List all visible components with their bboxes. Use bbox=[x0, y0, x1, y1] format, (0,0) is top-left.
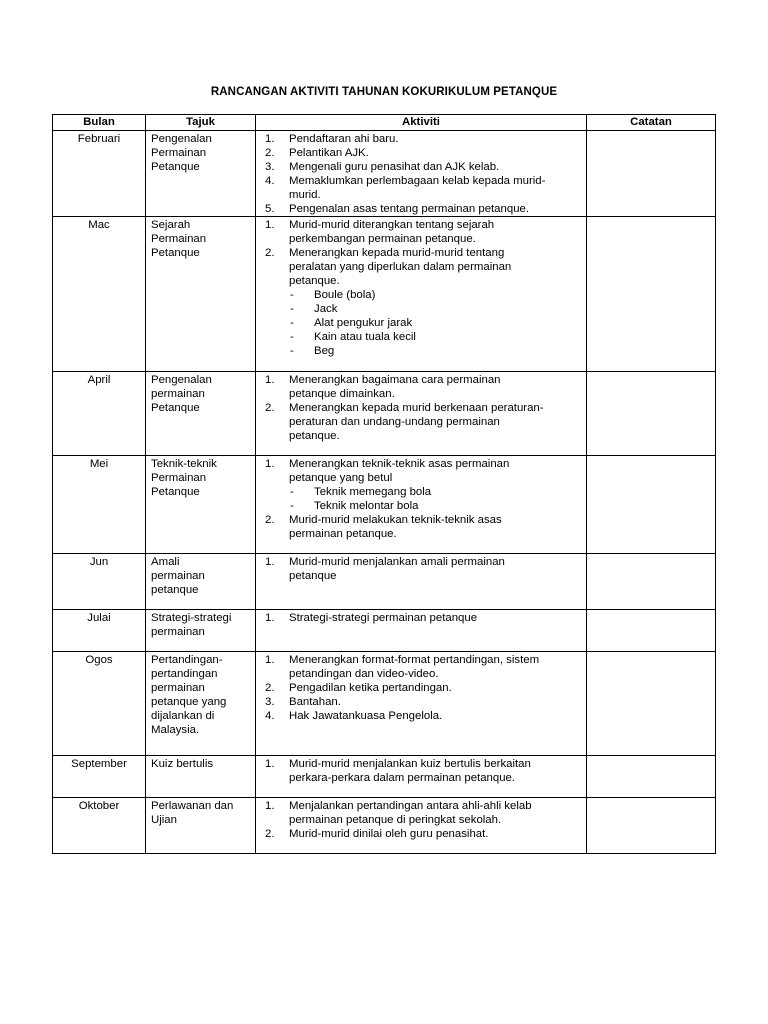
item-text-line: Pelantikan AJK. bbox=[289, 147, 369, 159]
item-number: 2. bbox=[265, 402, 275, 414]
item-text-line: permainan petanque di peringkat sekolah. bbox=[289, 814, 502, 826]
header-aktiviti: Aktiviti bbox=[256, 115, 587, 131]
bulan-cell: Jun bbox=[53, 554, 146, 610]
dash-bullet: - bbox=[290, 303, 294, 315]
catatan-cell bbox=[587, 217, 716, 372]
item-text-line: Menerangkan teknik-teknik asas permainan bbox=[289, 458, 510, 470]
tajuk-line: permainan bbox=[151, 388, 205, 400]
tajuk-line: petanque yang bbox=[151, 696, 227, 708]
item-number: 2. bbox=[265, 682, 275, 694]
tajuk-line: Amali bbox=[151, 556, 180, 568]
catatan-cell bbox=[587, 756, 716, 798]
aktiviti-item bbox=[261, 218, 582, 246]
table-header-row bbox=[53, 115, 716, 131]
tajuk-cell bbox=[146, 131, 256, 217]
sub-item-text: Boule (bola) bbox=[314, 289, 376, 301]
catatan-cell bbox=[587, 798, 716, 854]
catatan-cell bbox=[587, 554, 716, 610]
item-text-line: petanque bbox=[289, 570, 337, 582]
table-row bbox=[53, 756, 716, 798]
table-row bbox=[53, 372, 716, 456]
aktiviti-item bbox=[261, 799, 582, 827]
aktiviti-item bbox=[261, 160, 582, 174]
item-text-line: Murid-murid melakukan teknik-teknik asas bbox=[289, 514, 502, 526]
tajuk-line: Pengenalan bbox=[151, 374, 212, 386]
item-text-line: Strategi-strategi permainan petanque bbox=[289, 612, 478, 624]
aktiviti-cell bbox=[256, 554, 587, 610]
catatan-cell bbox=[587, 652, 716, 756]
tajuk-cell bbox=[146, 372, 256, 456]
tajuk-line: Ujian bbox=[151, 814, 177, 826]
tajuk-line: Permainan bbox=[151, 147, 207, 159]
aktiviti-cell bbox=[256, 652, 587, 756]
aktiviti-cell bbox=[256, 798, 587, 854]
activity-plan-table bbox=[52, 114, 716, 854]
sub-item-text: Jack bbox=[314, 303, 338, 315]
tajuk-line: Petanque bbox=[151, 486, 200, 498]
aktiviti-item bbox=[261, 373, 582, 401]
tajuk-line: Malaysia. bbox=[151, 724, 200, 736]
table-row bbox=[53, 217, 716, 372]
dash-bullet: - bbox=[290, 500, 294, 512]
dash-bullet: - bbox=[290, 345, 294, 357]
aktiviti-cell bbox=[256, 372, 587, 456]
bulan-cell: September bbox=[53, 756, 146, 798]
bulan-cell: Februari bbox=[53, 131, 146, 217]
aktiviti-item bbox=[261, 653, 582, 681]
table-row bbox=[53, 798, 716, 854]
table-row bbox=[53, 610, 716, 652]
tajuk-line: Kuiz bertulis bbox=[151, 758, 214, 770]
aktiviti-item bbox=[261, 401, 582, 443]
aktiviti-item bbox=[261, 695, 582, 709]
item-text-line: murid. bbox=[289, 189, 321, 201]
aktiviti-cell bbox=[256, 456, 587, 554]
catatan-cell bbox=[587, 610, 716, 652]
sub-item bbox=[261, 499, 582, 513]
tajuk-cell bbox=[146, 554, 256, 610]
document-title: RANCANGAN AKTIVITI TAHUNAN KOKURIKULUM PETANQUE bbox=[210, 86, 558, 98]
tajuk-cell bbox=[146, 652, 256, 756]
tajuk-line: Sejarah bbox=[151, 219, 191, 231]
dash-bullet: - bbox=[290, 289, 294, 301]
item-text-line: Menjalankan pertandingan antara ahli-ahli kelab bbox=[289, 800, 532, 812]
item-number: 1. bbox=[265, 374, 275, 386]
dash-bullet: - bbox=[290, 486, 294, 498]
item-number: 2. bbox=[265, 514, 275, 526]
table-row bbox=[53, 131, 716, 217]
item-number: 1. bbox=[265, 458, 275, 470]
item-number: 2. bbox=[265, 147, 275, 159]
catatan-cell bbox=[587, 131, 716, 217]
tajuk-line: pertandingan bbox=[151, 668, 218, 680]
aktiviti-cell bbox=[256, 131, 587, 217]
bulan-cell: Mac bbox=[53, 217, 146, 372]
item-number: 1. bbox=[265, 612, 275, 624]
item-number: 1. bbox=[265, 800, 275, 812]
tajuk-line: Teknik-teknik bbox=[151, 458, 217, 470]
tajuk-line: Petanque bbox=[151, 247, 200, 259]
aktiviti-item bbox=[261, 555, 582, 583]
sub-item bbox=[261, 302, 582, 316]
bulan-cell: Oktober bbox=[53, 798, 146, 854]
aktiviti-item bbox=[261, 146, 582, 160]
item-text-line: Memaklumkan perlembagaan kelab kepada murid- bbox=[289, 175, 546, 187]
item-text-line: petanque. bbox=[289, 430, 340, 442]
tajuk-line: permainan bbox=[151, 570, 205, 582]
item-text-line: Menerangkan bagaimana cara permainan bbox=[289, 374, 501, 386]
aktiviti-item bbox=[261, 611, 582, 625]
item-text-line: Murid-murid dinilai oleh guru penasihat. bbox=[289, 828, 489, 840]
aktiviti-item bbox=[261, 681, 582, 695]
item-text-line: Menerangkan format-format pertandingan, sistem bbox=[289, 654, 540, 666]
sub-item-text: Beg bbox=[314, 345, 335, 357]
item-text-line: petanque. bbox=[289, 275, 340, 287]
item-text-line: Menerangkan kepada murid-murid tentang bbox=[289, 247, 505, 259]
item-text-line: peraturan dan undang-undang permainan bbox=[289, 416, 500, 428]
header-bulan: Bulan bbox=[53, 115, 146, 131]
aktiviti-item bbox=[261, 827, 582, 841]
item-number: 2. bbox=[265, 828, 275, 840]
item-text-line: Murid-murid diterangkan tentang sejarah bbox=[289, 219, 495, 231]
aktiviti-item bbox=[261, 246, 582, 288]
aktiviti-item bbox=[261, 457, 582, 485]
tajuk-line: Perlawanan dan bbox=[151, 800, 234, 812]
item-text-line: permainan petanque. bbox=[289, 528, 397, 540]
item-text-line: Mengenali guru penasihat dan AJK kelab. bbox=[289, 161, 500, 173]
item-text-line: Pendaftaran ahi baru. bbox=[289, 133, 399, 145]
item-text-line: Hak Jawatankuasa Pengelola. bbox=[289, 710, 443, 722]
bulan-cell: Ogos bbox=[53, 652, 146, 756]
sub-item bbox=[261, 344, 582, 358]
aktiviti-item bbox=[261, 174, 582, 202]
item-text-line: petanque dimainkan. bbox=[289, 388, 395, 400]
item-number: 3. bbox=[265, 696, 275, 708]
sub-item-text: Alat pengukur jarak bbox=[314, 317, 413, 329]
bulan-cell: April bbox=[53, 372, 146, 456]
sub-item bbox=[261, 288, 582, 302]
item-number: 1. bbox=[265, 219, 275, 231]
item-number: 4. bbox=[265, 710, 275, 722]
table-row bbox=[53, 554, 716, 610]
aktiviti-cell bbox=[256, 756, 587, 798]
tajuk-line: petanque bbox=[151, 584, 199, 596]
item-text-line: Menerangkan kepada murid berkenaan peraturan- bbox=[289, 402, 544, 414]
sub-item-text: Kain atau tuala kecil bbox=[314, 331, 416, 343]
sub-item bbox=[261, 316, 582, 330]
item-number: 1. bbox=[265, 556, 275, 568]
item-text-line: Bantahan. bbox=[289, 696, 341, 708]
table-row bbox=[53, 652, 716, 756]
item-text-line: Murid-murid menjalankan kuiz bertulis berkaitan bbox=[289, 758, 531, 770]
tajuk-line: dijalankan di bbox=[151, 710, 215, 722]
catatan-cell bbox=[587, 372, 716, 456]
header-catatan: Catatan bbox=[587, 115, 716, 131]
item-number: 1. bbox=[265, 654, 275, 666]
item-number: 1. bbox=[265, 758, 275, 770]
tajuk-cell bbox=[146, 756, 256, 798]
tajuk-line: Strategi-strategi bbox=[151, 612, 232, 624]
item-number: 5. bbox=[265, 203, 275, 215]
aktiviti-cell bbox=[256, 610, 587, 652]
tajuk-line: permainan bbox=[151, 626, 205, 638]
bulan-cell: Julai bbox=[53, 610, 146, 652]
header-tajuk: Tajuk bbox=[146, 115, 256, 131]
aktiviti-item bbox=[261, 757, 582, 785]
sub-item bbox=[261, 330, 582, 344]
item-number: 3. bbox=[265, 161, 275, 173]
catatan-cell bbox=[587, 456, 716, 554]
tajuk-line: Permainan bbox=[151, 472, 207, 484]
item-number: 4. bbox=[265, 175, 275, 187]
item-text-line: Pengadilan ketika pertandingan. bbox=[289, 682, 452, 694]
item-text-line: petanque yang betul bbox=[289, 472, 393, 484]
tajuk-line: Petanque bbox=[151, 402, 200, 414]
dash-bullet: - bbox=[290, 331, 294, 343]
item-text-line: petandingan dan video-video. bbox=[289, 668, 439, 680]
tajuk-line: Pengenalan bbox=[151, 133, 212, 145]
item-text-line: perkembangan permainan petanque. bbox=[289, 233, 476, 245]
dash-bullet: - bbox=[290, 317, 294, 329]
aktiviti-item bbox=[261, 202, 582, 216]
bulan-cell: Mei bbox=[53, 456, 146, 554]
aktiviti-item bbox=[261, 709, 582, 723]
item-number: 2. bbox=[265, 247, 275, 259]
tajuk-line: Permainan bbox=[151, 233, 207, 245]
tajuk-line: Pertandingan- bbox=[151, 654, 223, 666]
tajuk-line: permainan bbox=[151, 682, 205, 694]
tajuk-cell bbox=[146, 798, 256, 854]
item-text-line: Murid-murid menjalankan amali permainan bbox=[289, 556, 505, 568]
item-text-line: Pengenalan asas tentang permainan petanque. bbox=[289, 203, 530, 215]
tajuk-cell bbox=[146, 610, 256, 652]
tajuk-cell bbox=[146, 456, 256, 554]
sub-item-text: Teknik melontar bola bbox=[314, 500, 419, 512]
item-text-line: perkara-perkara dalam permainan petanque. bbox=[289, 772, 516, 784]
item-number: 1. bbox=[265, 133, 275, 145]
sub-item bbox=[261, 485, 582, 499]
aktiviti-item bbox=[261, 513, 582, 541]
tajuk-cell bbox=[146, 217, 256, 372]
item-text-line: peralatan yang diperlukan dalam permainan bbox=[289, 261, 512, 273]
aktiviti-cell bbox=[256, 217, 587, 372]
aktiviti-item bbox=[261, 132, 582, 146]
sub-item-text: Teknik memegang bola bbox=[314, 486, 432, 498]
table-body bbox=[53, 131, 716, 854]
tajuk-line: Petanque bbox=[151, 161, 200, 173]
table-row bbox=[53, 456, 716, 554]
